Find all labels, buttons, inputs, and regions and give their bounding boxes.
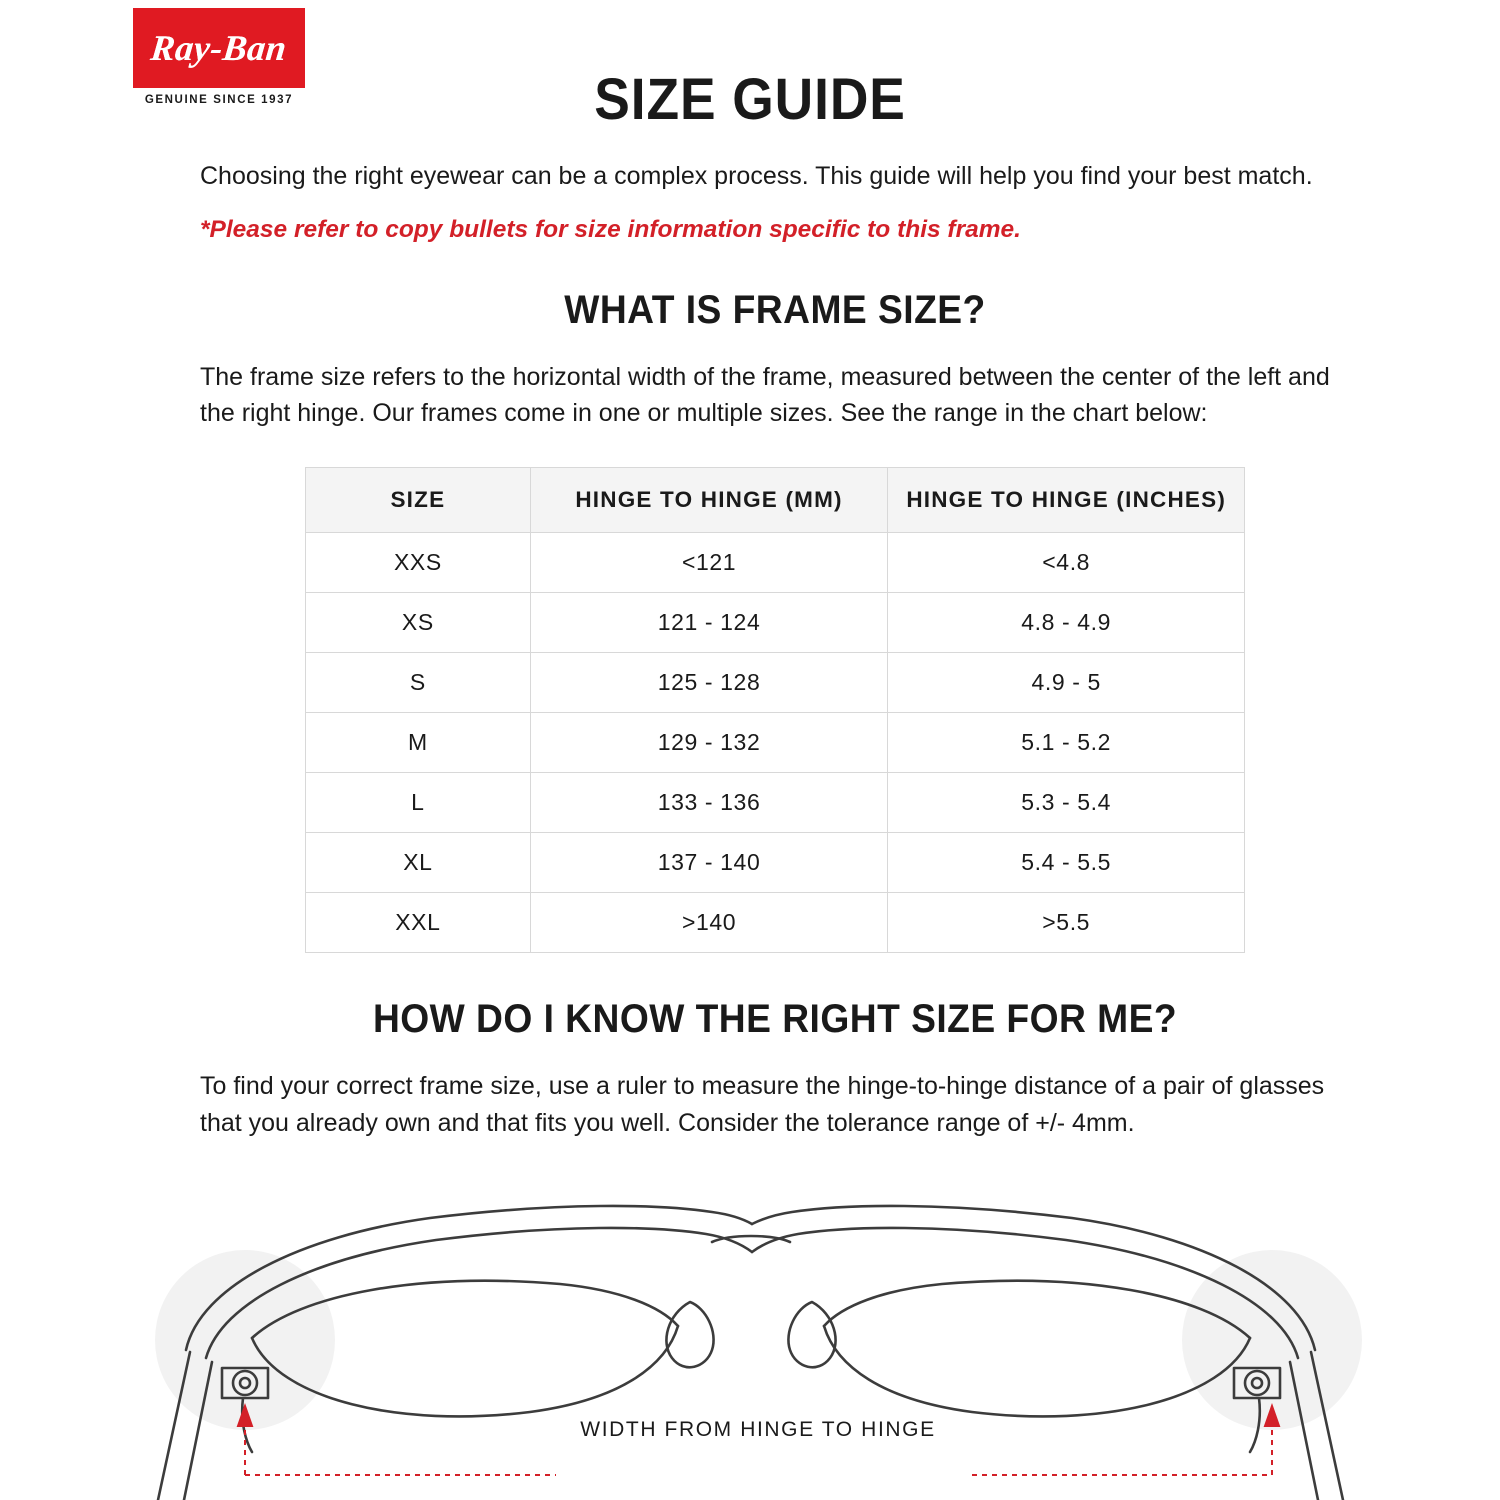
diagram-caption: WIDTH FROM HINGE TO HINGE xyxy=(580,1418,936,1441)
table-cell-size: XS xyxy=(306,593,531,653)
right-size-heading: HOW DO I KNOW THE RIGHT SIZE FOR ME? xyxy=(372,997,1178,1042)
table-cell-size: M xyxy=(306,713,531,773)
table-cell-size: XXL xyxy=(306,893,531,953)
table-cell-mm: 121 - 124 xyxy=(530,593,888,653)
table-row xyxy=(306,653,1245,713)
table-cell-inches: 4.8 - 4.9 xyxy=(888,593,1245,653)
intro-lead: Choosing the right eyewear can be a complex process. This guide will help you find your best match. xyxy=(200,162,1313,190)
table-cell-inches: <4.8 xyxy=(888,533,1245,593)
frame-size-heading: WHAT IS FRAME SIZE? xyxy=(564,287,986,332)
table-cell-mm: <121 xyxy=(530,533,888,593)
table-cell-inches: 5.1 - 5.2 xyxy=(888,713,1245,773)
table-header-cell: HINGE TO HINGE (MM) xyxy=(530,468,888,533)
table-cell-inches: 5.4 - 5.5 xyxy=(888,833,1245,893)
table-cell-inches: 5.3 - 5.4 xyxy=(888,773,1245,833)
table-row xyxy=(306,833,1245,893)
table-row xyxy=(306,713,1245,773)
table-cell-mm: 129 - 132 xyxy=(530,713,888,773)
logo-tagline: GENUINE SINCE 1937 xyxy=(144,94,294,106)
table-cell-inches: 4.9 - 5 xyxy=(888,653,1245,713)
table-cell-size: L xyxy=(306,773,531,833)
table-cell-mm: 133 - 136 xyxy=(530,773,888,833)
page-title: SIZE GUIDE xyxy=(594,67,906,132)
document-content xyxy=(200,160,1350,1141)
intro-note: *Please refer to copy bullets for size information specific to this frame. xyxy=(200,215,1021,243)
table-header-cell: HINGE TO HINGE (INCHES) xyxy=(888,468,1245,533)
table-cell-mm: 125 - 128 xyxy=(530,653,888,713)
table-cell-size: S xyxy=(306,653,531,713)
table-header-cell: SIZE xyxy=(306,468,531,533)
frame-size-body: The frame size refers to the horizontal width of the frame, measured between the center of the left and the right hinge. Our frames come in one or multiple sizes. See the range in the chart below: xyxy=(200,362,1330,427)
table-row xyxy=(306,893,1245,953)
table-cell-size: XXS xyxy=(306,533,531,593)
glasses-outline xyxy=(158,1206,1343,1500)
table-row xyxy=(306,773,1245,833)
table-cell-inches: >5.5 xyxy=(888,893,1245,953)
size-chart-table xyxy=(305,467,1245,953)
right-size-body: To find your correct frame size, use a ruler to measure the hinge-to-hinge distance of a pair of glasses that you already own and that fits you well. Consider the tolerance range of +/- 4mm. xyxy=(200,1072,1325,1137)
table-row xyxy=(306,533,1245,593)
table-header-row xyxy=(306,468,1245,533)
logo-wordmark: Ray-Ban xyxy=(149,28,289,68)
glasses-diagram xyxy=(0,1190,1500,1500)
table-cell-mm: 137 - 140 xyxy=(530,833,888,893)
table-cell-mm: >140 xyxy=(530,893,888,953)
table-cell-size: XL xyxy=(306,833,531,893)
table-row xyxy=(306,593,1245,653)
